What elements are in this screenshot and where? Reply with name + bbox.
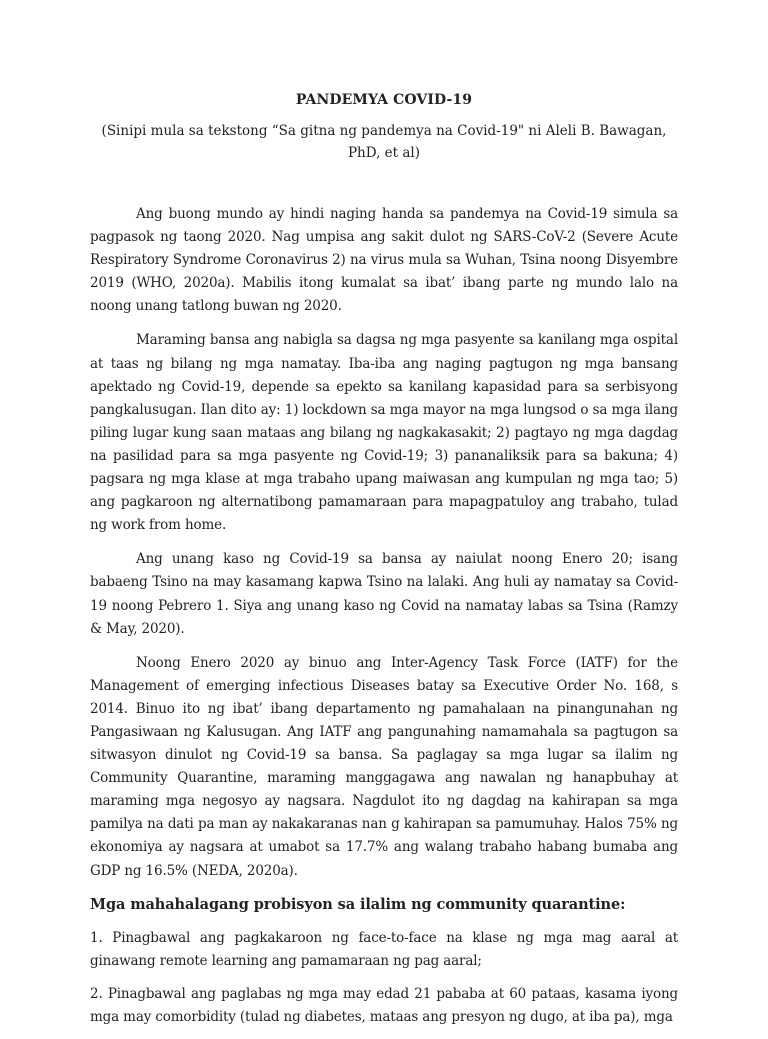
paragraph-intro: Ang buong mundo ay hindi naging handa sa pandemya na Covid-19 simula sa pagpasok ng taong 2020. Nag umpisa ang sakit dulot ng SARS-CoV-2 (Severe Acute Respiratory Syndrome Coronavirus 2) na virus mula sa Wuhan, Tsina noong Disyembre 2019 (WHO, 2020a). Mabilis itong kumalat sa ibat’ ibang parte ng mundo lalo na noong unang tatlong buwan ng 2020. xyxy=(90,206,678,315)
paragraph-iatf: Noong Enero 2020 ay binuo ang Inter-Agency Task Force (IATF) for the Management of emerging infectious Diseases batay sa Executive Order No. 168, s 2014. Binuo ito ng ibat’ ibang departamento ng pamahalaan na pinangunahan ng Pangasiwaan ng Kalusugan. Ang IATF ang pangunahing namamahala sa pagtugon sa sitwasyon dinulot ng Covid-19 sa bansa. Sa paglagay sa mga lugar sa ilalim ng Community Quarantine, maraming manggagawa ang nawalan ng hanapbuhay at maraming mga negosyo ay nagsara. Nagdulot ito ng dagdag na kahirapan sa mga pamilya na dati pa man ay nakakaranas nan g kahirapan sa pamumuhay. Halos 75% ng ekonomiya ay nagsara at umabot sa 17.7% ang walang trabaho habang bumaba ang GDP ng 16.5% (NEDA, 2020a). xyxy=(90,654,678,879)
document-page xyxy=(90,90,678,1039)
list-item: 2. Pinagbawal ang paglabas ng mga may edad 21 pababa at 60 pataas, kasama iyong mga may comorbidity (tulad ng diabetes, mataas ang presyon ng dugo, at iba pa), mga xyxy=(90,985,678,1025)
document-title: PANDEMYA COVID-19 xyxy=(295,92,473,108)
section-heading: Mga mahahalagang probisyon sa ilalim ng community quarantine: xyxy=(90,895,626,913)
paragraph-responses: Maraming bansa ang nabigla sa dagsa ng mga pasyente sa kanilang mga ospital at taas ng bilang ng mga namatay. Iba-iba ang naging pagtugon ng mga bansang apektado ng Covid-19, depende sa epekto sa kanilang kapasidad para sa serbisyong pangkalusugan. Ilan dito ay: 1) lockdown sa mga mayor na mga lungsod o sa mga ilang piling lugar kung saan mataas ang bilang ng nagkakasakit; 2) pagtayo ng mga dagdag na pasilidad para sa mga pasyente ng Covid-19; 3) pananaliksik para sa bakuna; 4) pagsara ng mga klase at mga trabaho upang maiwasan ang kumpulan ng mga tao; 5) ang pagkaroon ng alternatibong pamamaraan para mapagpatuloy ang trabaho, tulad ng work from home. xyxy=(90,332,678,534)
paragraph-first-case: Ang unang kaso ng Covid-19 sa bansa ay naiulat noong Enero 20; isang babaeng Tsino na may kasamang kapwa Tsino na lalaki. Ang huli ay namatay sa Covid-19 noong Pebrero 1. Siya ang unang kaso ng Covid na namatay labas sa Tsina (Ramzy & May, 2020). xyxy=(90,551,678,637)
document-subtitle: (Sinipi mula sa tekstong “Sa gitna ng pandemya na Covid-19" ni Aleli B. Bawagan, PhD, et al) xyxy=(101,123,667,161)
list-item: 1. Pinagbawal ang pagkakaroon ng face-to-face na klase ng mga mag aaral at ginawang remote learning ang pamamaraan ng pag aaral; xyxy=(90,929,678,969)
